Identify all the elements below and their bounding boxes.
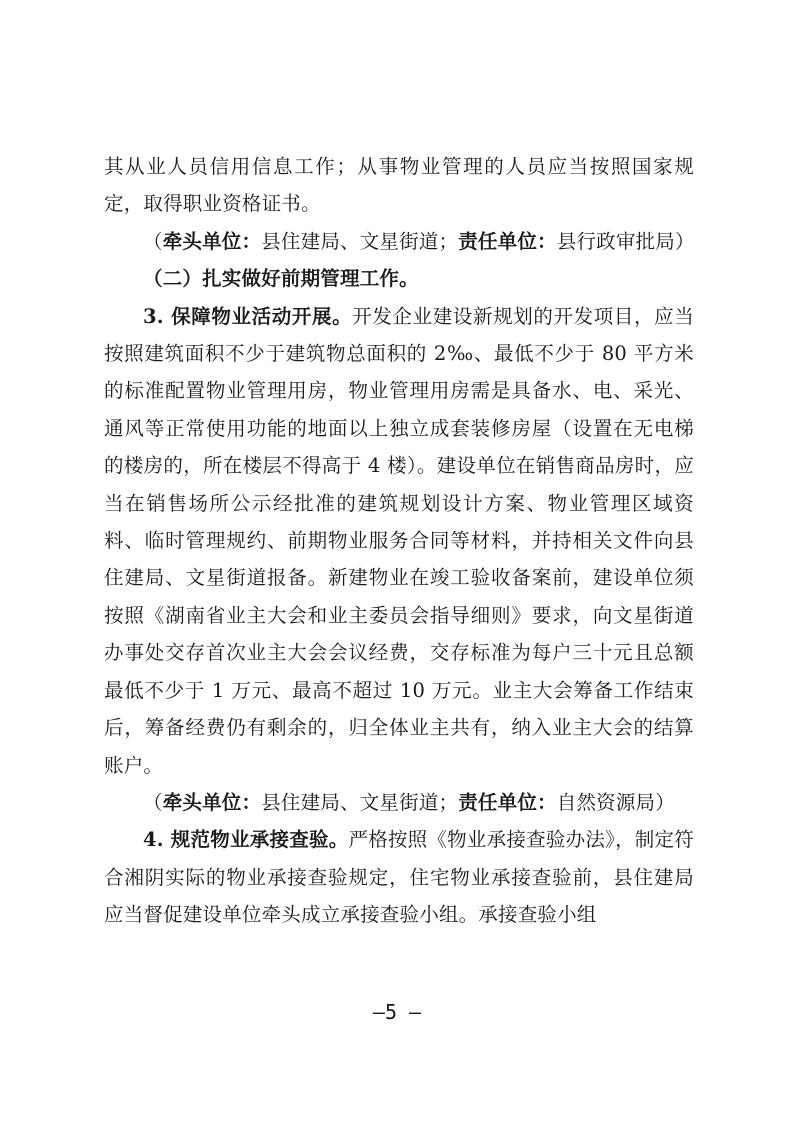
lead-unit-value: 县住建局、文星街道；: [261, 790, 459, 814]
lead-unit-label: 牵头单位：: [162, 790, 262, 814]
paren-open: （: [143, 790, 163, 814]
document-page: [104, 148, 694, 934]
lead-unit-label: 牵头单位：: [162, 229, 262, 253]
responsibility-note-1: [104, 223, 694, 260]
paren-close: ）: [674, 229, 695, 253]
responsible-unit-value: 自然资源局: [556, 790, 656, 814]
lead-unit-value: 县住建局、文星街道；: [261, 229, 459, 253]
item-3-body: 开发企业建设新规划的开发项目，应当按照建筑面积不少于建筑物总面积的 2‰、最低不少于 80 平方米的标准配置物业管理用房，物业管理用房需是具备水、电、采光、通风等正常使用功能的地面以上独立成套装修房屋（设置在无电梯的楼房的，所在楼层不得高于 4 楼）。建设单位在销售商品房时，应当在销售场所公示经批准的建筑规划设计方案、物业管理区域资料、临时管理规约、前期物业服务合同等材料，并持相关文件向县住建局、文星街道报备。新建物业在竣工验收备案前，建设单位须按照《湖南省业主大会和业主委员会指导细则》要求，向文星街道办事处交存首次业主大会会议经费，交存标准为每户三十元且总额最低不少于 1 万元、最高不超过 10 万元。业主大会筹备工作结束后，筹备经费仍有剩余的，归全体业主共有，纳入业主大会的结算账户。: [104, 304, 694, 777]
paren-close: ）: [655, 790, 675, 814]
item-4-title: 4. 规范物业承接查验。: [143, 828, 349, 852]
section-heading-2: （二）扎实做好前期管理工作。: [143, 267, 419, 291]
item-4-body: 严格按照《物业承接查验办法》，制定符合湘阴实际的物业承接查验规定，住宅物业承接查验前，县住建局应当督促建设单位牵头成立承接查验小组。承接查验小组: [104, 828, 694, 927]
responsible-unit-label: 责任单位：: [458, 229, 557, 253]
paragraph-item-4: [104, 821, 694, 933]
responsible-unit-label: 责任单位：: [458, 790, 557, 814]
responsibility-note-2: [104, 784, 694, 821]
page-number: —5 —: [372, 1000, 422, 1024]
responsible-unit-value: 县行政审批局: [556, 229, 675, 253]
paren-open: （: [143, 229, 163, 253]
paragraph-continuation: 其从业人员信用信息工作；从事物业管理的人员应当按照国家规定，取得职业资格证书。: [104, 155, 694, 216]
paragraph-item-3: [104, 298, 694, 784]
item-3-title: 3. 保障物业活动开展。: [143, 304, 353, 328]
